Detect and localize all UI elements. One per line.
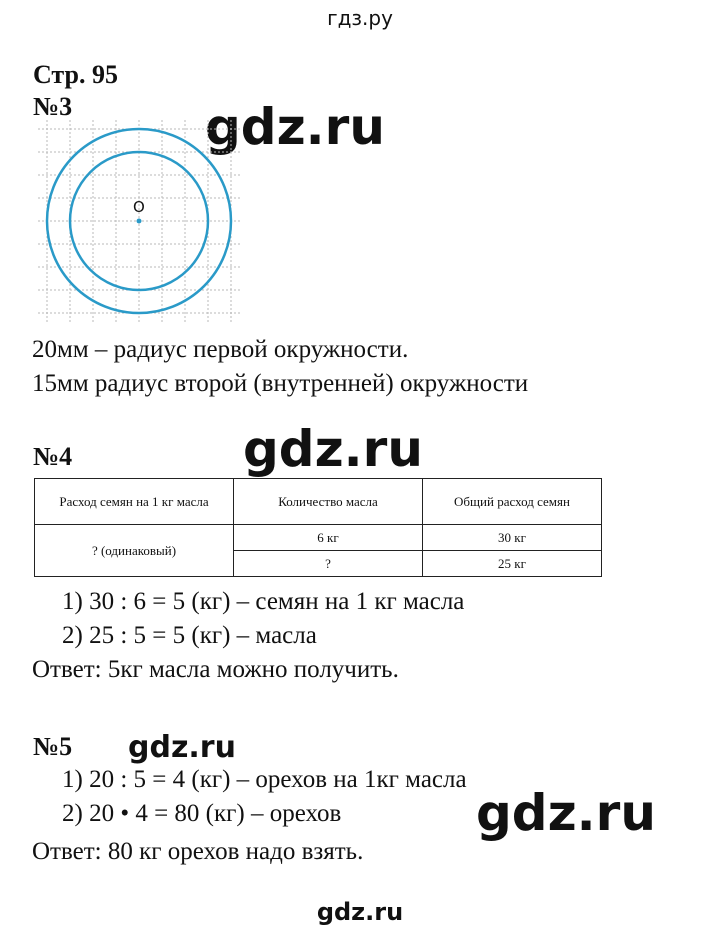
table-cell: ? [234,551,423,577]
task3-number: №3 [33,92,73,121]
task4-answer: Ответ: 5кг масла можно получить. [32,656,399,683]
task5-number: №5 [33,732,73,761]
watermark: gdz.ru [205,98,385,156]
watermark: gdz.ru [243,420,423,478]
table-cell: 30 кг [423,525,602,551]
table-header: Общий расход семян [423,479,602,525]
site-header: гдз.ру [327,6,393,30]
table-cell: 25 кг [423,551,602,577]
task3-line1: 20мм – радиус первой окружности. [32,336,409,363]
footer-watermark: gdz.ru [316,898,404,926]
circles-figure [38,120,240,322]
task4-step1: 1) 30 : 6 = 5 (кг) – семян на 1 кг масла [62,588,465,615]
watermark: gdz.ru [476,784,656,842]
table-cell: 6 кг [234,525,423,551]
data-table [34,478,602,577]
task5-step2: 2) 20 • 4 = 80 (кг) – орехов [62,800,342,827]
task4-number: №4 [33,442,73,471]
task5-answer: Ответ: 80 кг орехов надо взять. [32,838,364,865]
task3-line2: 15мм радиус второй (внутренней) окружности [32,370,529,397]
table-header: Количество масла [234,479,423,525]
table-header: Расход семян на 1 кг масла [35,479,234,525]
task4-step2: 2) 25 : 5 = 5 (кг) – масла [62,622,317,649]
table-cell: ? (одинаковый) [35,525,234,577]
center-label: O [133,198,145,216]
task5-step1: 1) 20 : 5 = 4 (кг) – орехов на 1кг масла [62,766,467,793]
center-point [137,219,142,224]
page-label: Стр. 95 [33,60,118,89]
watermark: gdz.ru [128,730,236,765]
